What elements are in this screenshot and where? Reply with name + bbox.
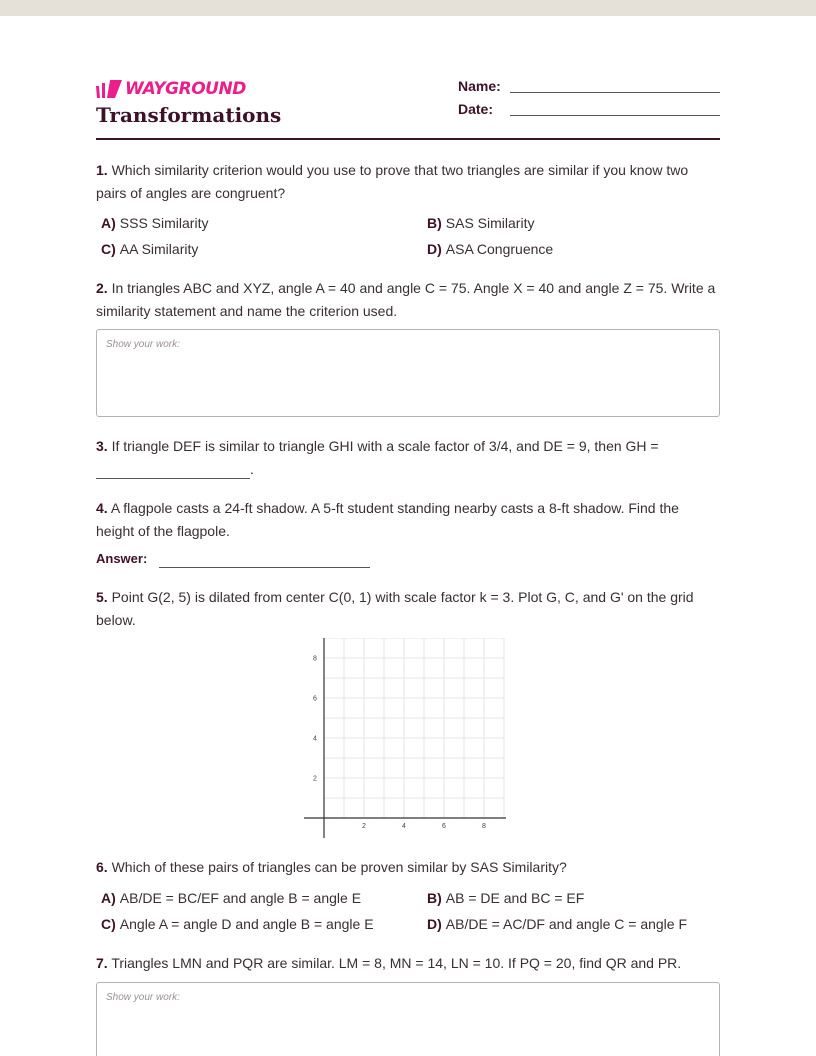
question-number: 6. — [96, 859, 108, 875]
wayground-logo-icon — [96, 80, 122, 98]
question-text: Point G(2, 5) is dilated from center C(0, 1) with scale factor k = 3. Plot G, C, and G' on the grid below. — [96, 589, 694, 628]
x-tick-label: 8 — [482, 823, 486, 830]
question-text: Triangles LMN and PQR are similar. LM = 8, MN = 14, LN = 10. If PQ = 20, find QR and PR. — [111, 955, 682, 971]
grid-lines — [324, 638, 504, 818]
y-tick-label: 8 — [313, 655, 317, 663]
brand-name: WAYGROUND — [125, 79, 246, 99]
option-b[interactable]: B) AB = DE and BC = EF — [427, 890, 585, 906]
question-6 — [96, 856, 720, 879]
option-c[interactable]: C) AA Similarity — [101, 241, 199, 257]
answer-blank-q3[interactable] — [96, 461, 250, 479]
question-number: 2. — [96, 280, 108, 296]
option-c[interactable]: C) Angle A = angle D and angle B = angle E — [101, 916, 374, 932]
y-tick-label: 4 — [313, 735, 317, 743]
work-placeholder: Show your work: — [106, 339, 180, 350]
question-number: 7. — [96, 955, 108, 971]
worksheet-page — [96, 0, 720, 1056]
question-4 — [96, 497, 720, 543]
question-7 — [96, 952, 720, 975]
option-a[interactable]: A) SSS Similarity — [101, 215, 209, 231]
y-tick-label: 2 — [313, 775, 317, 783]
trailing-period: . — [250, 461, 254, 477]
option-a[interactable]: A) AB/DE = BC/EF and angle B = angle E — [101, 890, 362, 906]
question-text: A flagpole casts a 24-ft shadow. A 5-ft student standing nearby casts a 8-ft shadow. Find the height of the flagpole. — [96, 500, 679, 539]
x-tick-label: 4 — [402, 823, 406, 830]
work-box-q7[interactable] — [96, 982, 720, 1056]
question-number: 4. — [96, 500, 108, 516]
option-d[interactable]: D) ASA Congruence — [427, 241, 554, 257]
answer-label: Answer: — [96, 551, 148, 566]
answer-blank-q4[interactable] — [159, 551, 370, 568]
question-3 — [96, 435, 720, 458]
question-number: 1. — [96, 162, 108, 178]
name-field[interactable] — [458, 78, 501, 94]
header-divider — [96, 138, 720, 140]
date-label: Date: — [458, 101, 494, 117]
question-number: 5. — [96, 589, 108, 605]
brand-logo — [96, 79, 246, 99]
question-2 — [96, 277, 720, 323]
question-text: If triangle DEF is similar to triangle GHI with a scale factor of 3/4, and DE = 9, then GH = — [111, 438, 659, 454]
question-text: Which similarity criterion would you use to prove that two triangles are similar if you know two pairs of angles are congruent? — [96, 162, 689, 201]
name-label: Name: — [458, 78, 501, 94]
date-line[interactable] — [510, 115, 720, 116]
grid-tick-labels — [313, 656, 486, 831]
x-tick-label: 2 — [362, 823, 366, 830]
question-5 — [96, 586, 720, 632]
question-text: Which of these pairs of triangles can be proven similar by SAS Similarity? — [111, 859, 567, 875]
name-line[interactable] — [510, 92, 720, 93]
question-number: 3. — [96, 438, 108, 454]
worksheet-title: Transformations — [96, 103, 282, 127]
y-tick-label: 6 — [313, 695, 317, 703]
option-d[interactable]: D) AB/DE = AC/DF and angle C = angle F — [427, 916, 688, 932]
work-placeholder: Show your work: — [106, 992, 180, 1003]
coordinate-grid[interactable] — [304, 638, 510, 842]
work-box-q2[interactable] — [96, 329, 720, 417]
x-tick-label: 6 — [442, 823, 446, 830]
question-text: In triangles ABC and XYZ, angle A = 40 and angle C = 75. Angle X = 40 and angle Z = 75. Write a similarity statement and name the criterion used. — [96, 280, 716, 319]
question-1 — [96, 159, 720, 205]
option-b[interactable]: B) SAS Similarity — [427, 215, 535, 231]
date-field[interactable] — [458, 101, 493, 117]
